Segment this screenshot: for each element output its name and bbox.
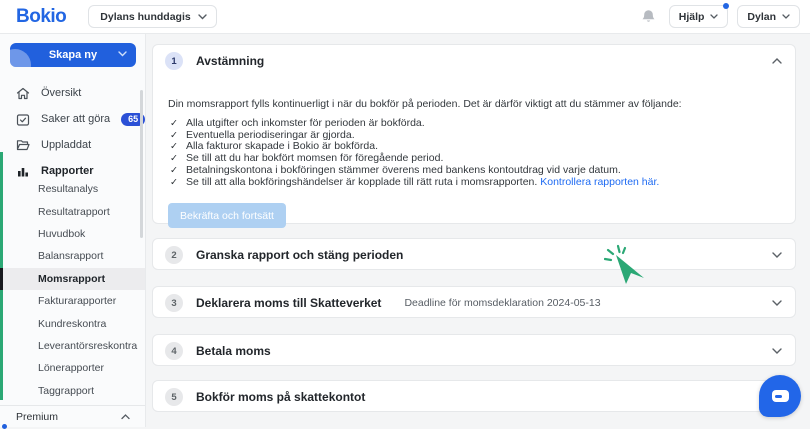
checklist-item-text: Alla utgifter och inkomster för perioden är bokförda. — [185, 117, 425, 129]
report-subitem-label: Kundreskontra — [38, 317, 107, 330]
sidebar-item-leverantorsreskontra[interactable] — [0, 335, 145, 357]
step-title: Avstämning — [196, 54, 265, 68]
checklist-item-text: Alla fakturor skapade i Bokio är bokförda. — [185, 140, 378, 153]
check-icon — [170, 141, 178, 153]
report-subitem-label: Lönerapporter — [38, 362, 104, 375]
bokio-logo: Bokio — [16, 5, 67, 27]
step4-header[interactable] — [153, 335, 795, 367]
checklist — [170, 118, 781, 188]
checklist-item-text-part: Se till att alla bokföringshändelser är kopplade till rätt ruta i momsrapporten. — [185, 175, 538, 188]
main-content — [146, 34, 810, 427]
checklist-item-text — [186, 177, 659, 189]
company-selector[interactable] — [88, 5, 216, 28]
chat-button[interactable] — [759, 375, 801, 417]
step-number-badge: 1 — [165, 52, 183, 70]
sidebar-item-balansrapport[interactable] — [0, 245, 145, 267]
company-name: Dylans hunddagis — [100, 10, 191, 23]
step-title: Deklarera moms till Skatteverket — [196, 296, 382, 310]
checklist-item-text: Eventuella periodiseringar är gjorda. — [185, 128, 355, 141]
step-title: Granska rapport och stäng perioden — [196, 248, 404, 262]
sidebar-item-taggrapport[interactable] — [0, 380, 145, 402]
sidebar-item-momsrapport[interactable] — [0, 268, 145, 290]
report-subitem-label: Leverantörsreskontra — [38, 339, 138, 352]
chat-icon — [772, 390, 789, 402]
confirm-button[interactable]: Bekräfta och fortsätt — [168, 203, 286, 228]
step-number-badge: 4 — [165, 342, 183, 360]
bar-chart-icon — [16, 165, 30, 178]
user-name: Dylan — [747, 10, 776, 23]
checklist-item — [170, 118, 781, 130]
step-card-betala — [152, 334, 796, 366]
checklist-item-text: Se till att du har bokfört momsen för föregående period. — [185, 152, 444, 165]
step5-header[interactable] — [153, 381, 795, 413]
sidebar-nav — [0, 80, 145, 184]
report-subitem-label: Resultatrapport — [38, 205, 110, 218]
report-subitem-label: Fakturarapporter — [38, 295, 117, 308]
sidebar-item-label: Saker att göra — [41, 113, 111, 125]
step-title: Betala moms — [196, 344, 271, 358]
sidebar-item-uppladdat[interactable] — [0, 132, 145, 158]
kontrollera-rapporten-link[interactable]: Kontrollera rapporten här. — [540, 175, 660, 188]
sidebar-item-oversikt[interactable] — [0, 80, 145, 106]
sidebar-item-huvudbok[interactable] — [0, 223, 145, 245]
sidebar-item-fakturarapporter[interactable] — [0, 290, 145, 312]
report-subitem-label: Balansrapport — [38, 250, 104, 263]
sidebar-scrollbar[interactable] — [140, 90, 143, 238]
check-icon — [170, 130, 178, 142]
chevron-down-icon — [772, 252, 782, 258]
user-menu-button[interactable] — [737, 5, 800, 28]
todo-count-badge: 65 — [121, 113, 145, 126]
chevron-down-icon — [772, 300, 782, 306]
sidebar-item-label: Rapporter — [41, 165, 94, 177]
step-number-badge: 2 — [165, 246, 183, 264]
intro-text: Din momsrapport fylls kontinuerligt i när du bokför på perioden. Det är därför viktigt att du stämmer av följande: — [168, 98, 682, 110]
skapa-ny-label: Skapa ny — [48, 49, 98, 61]
bell-icon — [641, 9, 656, 25]
home-icon — [16, 87, 30, 100]
step-card-bokfor — [152, 380, 796, 412]
sidebar-item-lonerapporter[interactable] — [0, 357, 145, 379]
chevron-up-icon — [772, 58, 782, 64]
checklist-item-text: Betalningskontona i bokföringen stämmer överens med bankens kontoutdrag vid varje datum. — [185, 163, 621, 176]
check-icon — [170, 177, 178, 189]
step-card-avstamning — [152, 44, 796, 224]
sidebar — [0, 34, 146, 427]
chevron-down-icon — [772, 348, 782, 354]
checklist-item — [170, 177, 781, 189]
button-decoration — [10, 49, 31, 67]
step2-header[interactable] — [153, 239, 795, 271]
chevron-down-icon — [710, 14, 718, 19]
chevron-down-icon — [198, 14, 207, 20]
deadline-text: Deadline för momsdeklaration 2024-05-13 — [404, 297, 601, 309]
notifications-button[interactable] — [638, 6, 660, 28]
folder-icon — [16, 139, 30, 151]
step-number-badge: 5 — [165, 388, 183, 406]
topbar-right — [638, 5, 800, 28]
reports-subnav — [0, 178, 145, 402]
sidebar-item-label: Översikt — [41, 87, 82, 99]
check-icon — [170, 153, 178, 165]
step-title: Bokför moms på skattekontot — [196, 390, 366, 404]
step-card-granska — [152, 238, 796, 270]
sidebar-item-kundreskontra[interactable] — [0, 312, 145, 334]
report-subitem-label: Huvudbok — [38, 227, 86, 240]
step-card-deklarera — [152, 286, 796, 318]
chevron-down-icon — [782, 14, 790, 19]
check-icon — [170, 118, 178, 130]
chevron-down-icon — [118, 51, 127, 57]
premium-label: Premium — [16, 410, 59, 423]
skapa-ny-button[interactable] — [10, 43, 136, 67]
chevron-up-icon — [121, 414, 130, 420]
sidebar-item-premium[interactable] — [0, 405, 145, 427]
sidebar-item-resultatrapport[interactable] — [0, 200, 145, 222]
topbar — [0, 0, 810, 34]
check-icon — [170, 165, 178, 177]
sidebar-item-label: Uppladdat — [41, 139, 92, 151]
step3-header[interactable] — [153, 287, 795, 319]
sidebar-item-resultanalys[interactable] — [0, 178, 145, 200]
help-label: Hjälp — [678, 10, 705, 23]
help-button[interactable] — [669, 5, 729, 28]
tasks-icon — [16, 113, 30, 126]
sidebar-item-saker-att-gora[interactable] — [0, 106, 145, 132]
report-subitem-label: Taggrapport — [38, 384, 95, 397]
step-number-badge: 3 — [165, 294, 183, 312]
report-subitem-label: Resultanalys — [38, 183, 99, 196]
report-subitem-label: Momsrapport — [38, 272, 106, 285]
step1-header[interactable] — [153, 45, 795, 77]
help-notification-dot — [723, 3, 729, 9]
